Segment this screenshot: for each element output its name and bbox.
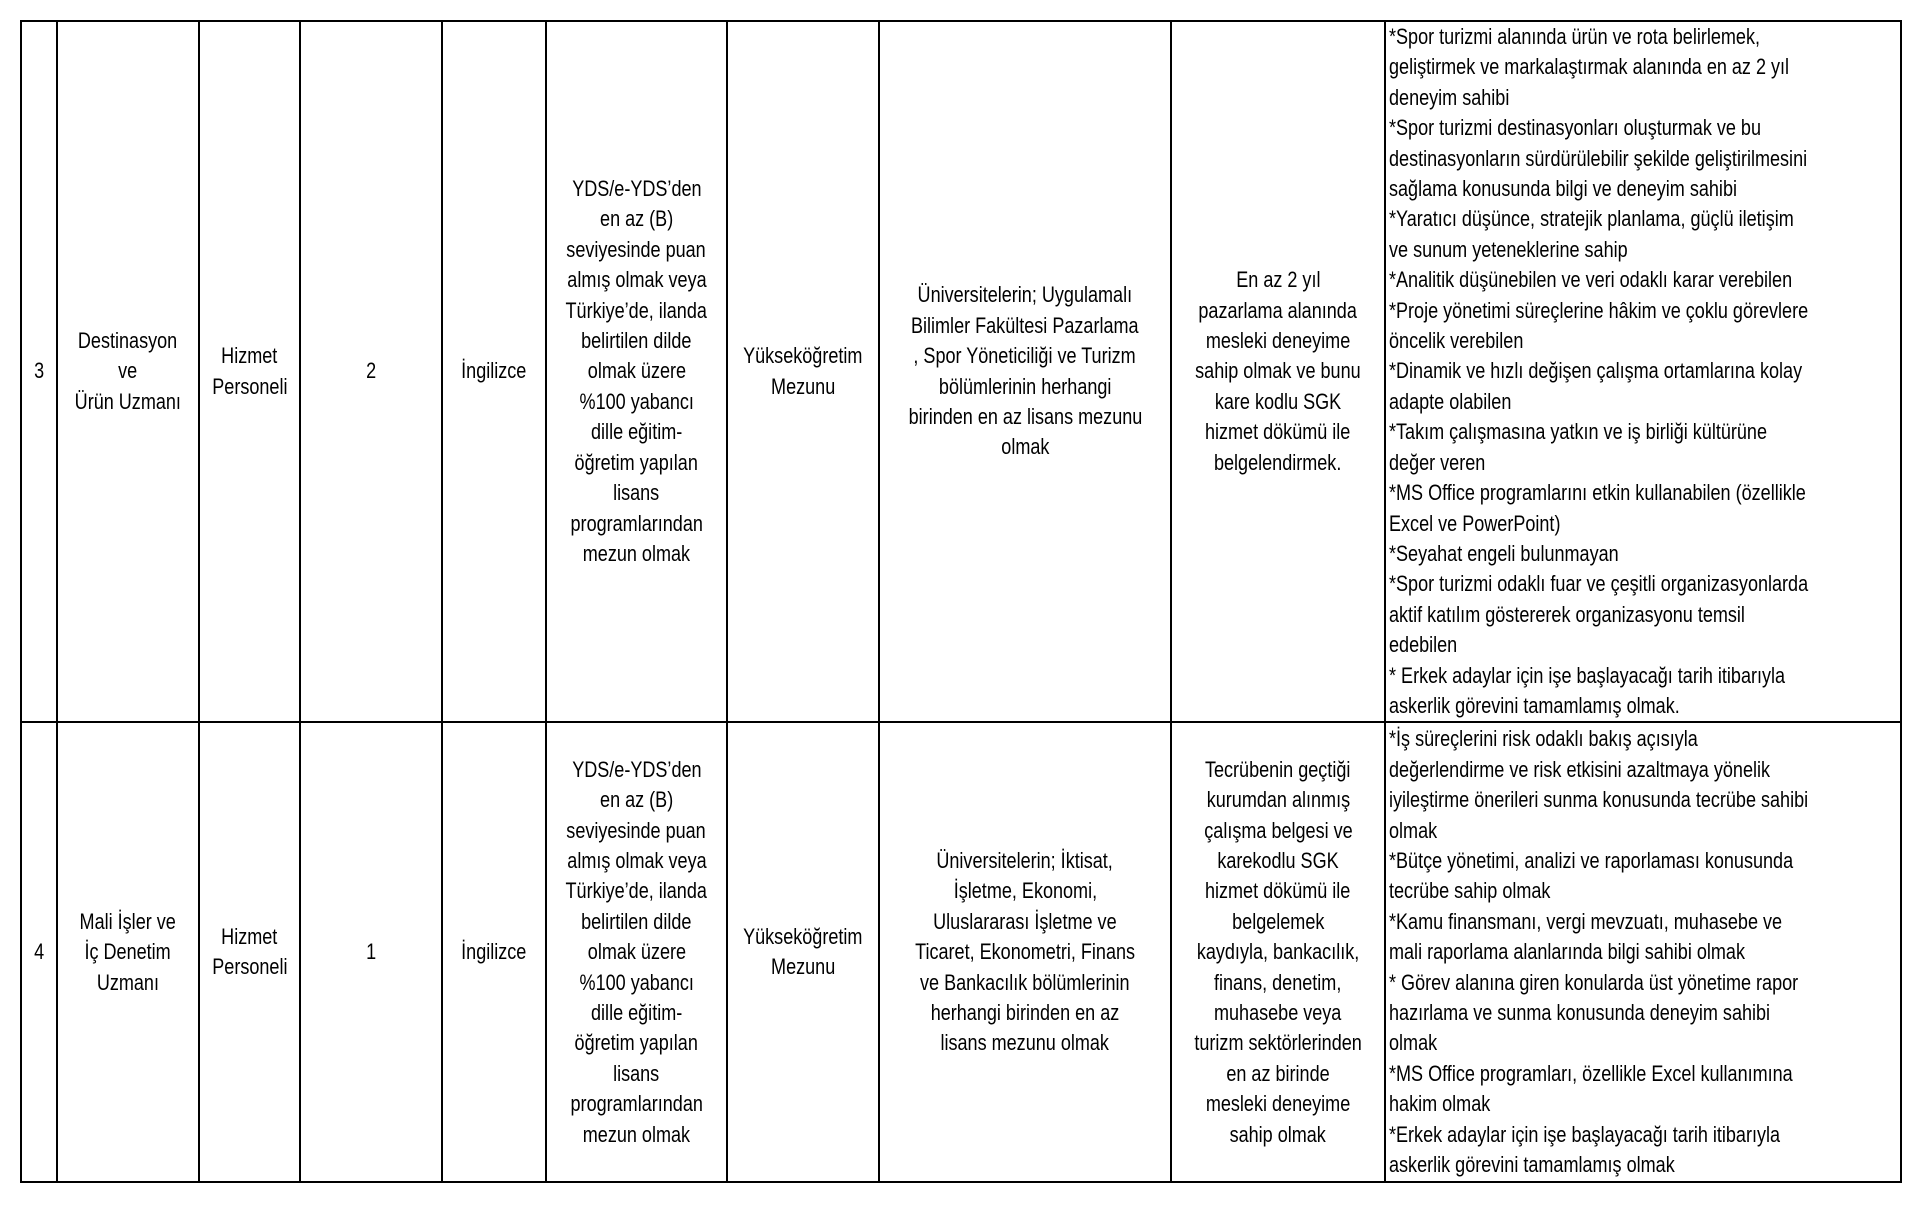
language-requirement-line: YDS/e-YDS’den bbox=[571, 756, 702, 782]
foreign-language-line: İngilizce bbox=[461, 939, 527, 965]
experience-requirement-cell bbox=[1171, 21, 1385, 722]
qualifications-line: *Kamu finansmanı, vergi mevzuatı, muhasebe ve bbox=[1389, 908, 1783, 934]
qualifications-line: destinasyonların sürdürülebilir şekilde geliştirilmesini bbox=[1389, 145, 1808, 171]
experience-requirement-line: kaydıyla, bankacılık, bbox=[1196, 939, 1360, 965]
language-requirement-line: mezun olmak bbox=[582, 540, 691, 566]
qualifications-line: *Spor turizmi odaklı fuar ve çeşitli organizasyonlarda bbox=[1389, 571, 1809, 597]
table-row bbox=[21, 722, 1901, 1182]
experience-requirement-line: belgelemek bbox=[1231, 908, 1325, 934]
language-requirement-line: en az (B) bbox=[599, 787, 674, 813]
language-requirement-cell bbox=[546, 21, 727, 722]
language-requirement-line: belirtilen dilde bbox=[581, 328, 692, 354]
language-requirement-cell bbox=[546, 722, 727, 1182]
qualifications-line: *Bütçe yönetimi, analizi ve raporlaması konusunda bbox=[1389, 847, 1794, 873]
experience-requirement-line: karekodlu SGK bbox=[1217, 847, 1339, 873]
language-requirement-line: belirtilen dilde bbox=[581, 908, 692, 934]
position-title-line: Uzmanı bbox=[96, 969, 160, 995]
staff-type-line: Personeli bbox=[211, 954, 288, 980]
language-requirement-line: programlarından bbox=[570, 510, 703, 536]
qualifications-line: iyileştirme önerileri sunma konusunda tecrübe sahibi bbox=[1389, 787, 1809, 813]
language-requirement-line: seviyesinde puan bbox=[566, 236, 707, 262]
qualifications-line: *Yaratıcı düşünce, stratejik planlama, güçlü iletişim bbox=[1389, 206, 1794, 232]
qualifications-line: adapte olabilen bbox=[1389, 388, 1512, 414]
position-title-line: Destinasyon bbox=[78, 328, 178, 354]
staff-type-line: Personeli bbox=[211, 373, 288, 399]
qualifications-cell bbox=[1385, 21, 1901, 722]
experience-requirement-line: muhasebe veya bbox=[1214, 999, 1342, 1025]
qualifications-line: *Proje yönetimi süreçlerine hâkim ve çoklu görevlere bbox=[1389, 297, 1809, 323]
experience-requirement-line: turizm sektörlerinden bbox=[1194, 1030, 1362, 1056]
qualifications-line: hakim olmak bbox=[1389, 1091, 1491, 1117]
department-requirement-line: ve Bankacılık bölümlerinin bbox=[920, 969, 1130, 995]
education-level-line: Yükseköğretim bbox=[743, 923, 863, 949]
language-requirement-line: en az (B) bbox=[599, 206, 674, 232]
experience-requirement-line: hizmet dökümü ile bbox=[1205, 878, 1351, 904]
foreign-language-cell bbox=[442, 21, 546, 722]
qualifications-line: *Takım çalışmasına yatkın ve iş birliği kültürüne bbox=[1389, 419, 1767, 445]
qualifications-line: sağlama konusunda bilgi ve deneyim sahibi bbox=[1389, 176, 1737, 202]
qualifications-line: Excel ve PowerPoint) bbox=[1389, 510, 1561, 536]
department-requirement-line: İşletme, Ekonomi, bbox=[953, 878, 1097, 904]
language-requirement-line: öğretim yapılan bbox=[574, 1030, 699, 1056]
position-title-line: Mali İşler ve bbox=[79, 908, 177, 934]
experience-requirement-line: sahip olmak ve bunu bbox=[1195, 358, 1361, 384]
department-requirement-line: lisans mezunu olmak bbox=[940, 1030, 1110, 1056]
language-requirement-line: mezun olmak bbox=[582, 1121, 691, 1147]
experience-requirement-cell bbox=[1171, 722, 1385, 1182]
language-requirement-line: olmak üzere bbox=[587, 939, 686, 965]
education-level-cell bbox=[727, 722, 879, 1182]
foreign-language-line: İngilizce bbox=[461, 358, 527, 384]
table-row bbox=[21, 21, 1901, 722]
position-title-line: ve bbox=[118, 358, 138, 384]
staff-type-line: Hizmet bbox=[221, 923, 278, 949]
qualifications-line: *Analitik düşünebilen ve veri odaklı karar verebilen bbox=[1389, 267, 1793, 293]
staff-type-cell bbox=[199, 21, 300, 722]
qualifications-cell bbox=[1385, 722, 1901, 1182]
row-number-line: 4 bbox=[33, 939, 45, 965]
experience-requirement-line: sahip olmak bbox=[1229, 1121, 1327, 1147]
position-title-cell bbox=[57, 722, 199, 1182]
experience-requirement-line: pazarlama alanında bbox=[1198, 297, 1358, 323]
experience-requirement-line: belgelendirmek. bbox=[1214, 449, 1342, 475]
staff-type-cell bbox=[199, 722, 300, 1182]
quota-cell bbox=[300, 21, 442, 722]
language-requirement-line: lisans bbox=[613, 480, 660, 506]
qualifications-line: *İş süreçlerini risk odaklı bakış açısıyla bbox=[1389, 726, 1698, 752]
department-requirement-line: Uluslararası İşletme ve bbox=[933, 908, 1117, 934]
position-title-cell bbox=[57, 21, 199, 722]
row-number-cell bbox=[21, 21, 57, 722]
qualifications-line: geliştirmek ve markalaştırmak alanında en az 2 yıl bbox=[1389, 54, 1790, 80]
experience-requirement-line: kare kodlu SGK bbox=[1214, 388, 1342, 414]
qualifications-line: *MS Office programları, özellikle Excel kullanımına bbox=[1389, 1060, 1793, 1086]
table-body bbox=[21, 21, 1901, 1182]
qualifications-line: *Spor turizmi alanında ürün ve rota belirlemek, bbox=[1389, 24, 1761, 49]
language-requirement-line: lisans bbox=[613, 1060, 660, 1086]
qualifications-line: askerlik görevini tamamlamış olmak. bbox=[1389, 692, 1680, 718]
education-level-line: Mezunu bbox=[770, 373, 836, 399]
row-number-cell bbox=[21, 722, 57, 1182]
experience-requirement-line: mesleki deneyime bbox=[1205, 328, 1351, 354]
qualifications-line: *Dinamik ve hızlı değişen çalışma ortamlarına kolay bbox=[1389, 358, 1803, 384]
language-requirement-line: almış olmak veya bbox=[566, 847, 707, 873]
department-requirement-line: Üniversitelerin; Uygulamalı bbox=[917, 282, 1133, 308]
department-requirement-line: olmak bbox=[1000, 434, 1050, 460]
department-requirement-line: Ticaret, Ekonometri, Finans bbox=[915, 939, 1135, 965]
qualifications-line: askerlik görevini tamamlamış olmak bbox=[1389, 1151, 1675, 1177]
department-requirement-line: Bilimler Fakültesi Pazarlama bbox=[911, 312, 1139, 338]
qualifications-line: deneyim sahibi bbox=[1389, 84, 1510, 110]
department-requirement-line: , Spor Yöneticiliği ve Turizm bbox=[913, 343, 1137, 369]
qualifications-line: değer veren bbox=[1389, 449, 1486, 475]
department-requirement-line: herhangi birinden en az bbox=[930, 999, 1120, 1025]
job-requirements-table bbox=[20, 20, 1902, 1183]
quota-line: 2 bbox=[365, 358, 377, 384]
qualifications-line: ve sunum yeteneklerine sahip bbox=[1389, 236, 1628, 262]
experience-requirement-line: en az birinde bbox=[1226, 1060, 1330, 1086]
education-level-line: Yükseköğretim bbox=[743, 343, 863, 369]
experience-requirement-line: hizmet dökümü ile bbox=[1205, 419, 1351, 445]
department-requirement-line: bölümlerinin herhangi bbox=[938, 373, 1112, 399]
education-level-line: Mezunu bbox=[770, 954, 836, 980]
position-title-line: Ürün Uzmanı bbox=[74, 388, 182, 414]
qualifications-line: olmak bbox=[1389, 1030, 1438, 1056]
experience-requirement-line: finans, denetim, bbox=[1214, 969, 1342, 995]
language-requirement-line: %100 yabancı bbox=[579, 388, 694, 414]
position-title-line: İç Denetim bbox=[84, 939, 172, 965]
department-requirement-line: Üniversitelerin; İktisat, bbox=[936, 847, 1114, 873]
language-requirement-line: almış olmak veya bbox=[566, 267, 707, 293]
experience-requirement-line: çalışma belgesi ve bbox=[1203, 817, 1353, 843]
language-requirement-line: dille eğitim- bbox=[590, 999, 683, 1025]
language-requirement-line: Türkiye’de, ilanda bbox=[565, 297, 708, 323]
qualifications-line: *MS Office programlarını etkin kullanabilen (özellikle bbox=[1389, 480, 1806, 506]
qualifications-line: değerlendirme ve risk etkisini azaltmaya yönelik bbox=[1389, 756, 1771, 782]
department-requirement-cell bbox=[879, 21, 1171, 722]
experience-requirement-line: Tecrübenin geçtiği bbox=[1205, 756, 1351, 782]
qualifications-line: *Seyahat engeli bulunmayan bbox=[1389, 540, 1619, 566]
language-requirement-line: öğretim yapılan bbox=[574, 449, 699, 475]
qualifications-line: aktif katılım göstererek organizasyonu temsil bbox=[1389, 601, 1745, 627]
department-requirement-line: birinden en az lisans mezunu bbox=[908, 404, 1142, 430]
language-requirement-line: seviyesinde puan bbox=[566, 817, 707, 843]
language-requirement-line: YDS/e-YDS’den bbox=[571, 176, 702, 202]
language-requirement-line: programlarından bbox=[570, 1091, 703, 1117]
qualifications-line: * Görev alanına giren konularda üst yönetime rapor bbox=[1389, 969, 1799, 995]
qualifications-line: hazırlama ve sunma konusunda deneyim sahibi bbox=[1389, 999, 1771, 1025]
qualifications-line: olmak bbox=[1389, 817, 1438, 843]
qualifications-line: mali raporlama alanlarında bilgi sahibi olmak bbox=[1389, 939, 1745, 965]
language-requirement-line: %100 yabancı bbox=[579, 969, 694, 995]
qualifications-line: edebilen bbox=[1389, 632, 1458, 658]
language-requirement-line: dille eğitim- bbox=[590, 419, 683, 445]
qualifications-line: *Erkek adaylar için işe başlayacağı tarih itibarıyla bbox=[1389, 1121, 1781, 1147]
language-requirement-line: Türkiye’de, ilanda bbox=[565, 878, 708, 904]
qualifications-line: *Spor turizmi destinasyonları oluşturmak ve bu bbox=[1389, 115, 1761, 141]
quota-line: 1 bbox=[365, 939, 377, 965]
experience-requirement-line: En az 2 yıl bbox=[1235, 267, 1321, 293]
qualifications-line: * Erkek adaylar için işe başlayacağı tarih itibarıyla bbox=[1389, 662, 1786, 688]
language-requirement-line: olmak üzere bbox=[587, 358, 686, 384]
education-level-cell bbox=[727, 21, 879, 722]
row-number-line: 3 bbox=[33, 358, 45, 384]
staff-type-line: Hizmet bbox=[221, 343, 278, 369]
quota-cell bbox=[300, 722, 442, 1182]
foreign-language-cell bbox=[442, 722, 546, 1182]
department-requirement-cell bbox=[879, 722, 1171, 1182]
qualifications-line: öncelik verebilen bbox=[1389, 328, 1524, 354]
experience-requirement-line: mesleki deneyime bbox=[1205, 1091, 1351, 1117]
experience-requirement-line: kurumdan alınmış bbox=[1206, 787, 1350, 813]
qualifications-line: tecrübe sahip olmak bbox=[1389, 878, 1551, 904]
